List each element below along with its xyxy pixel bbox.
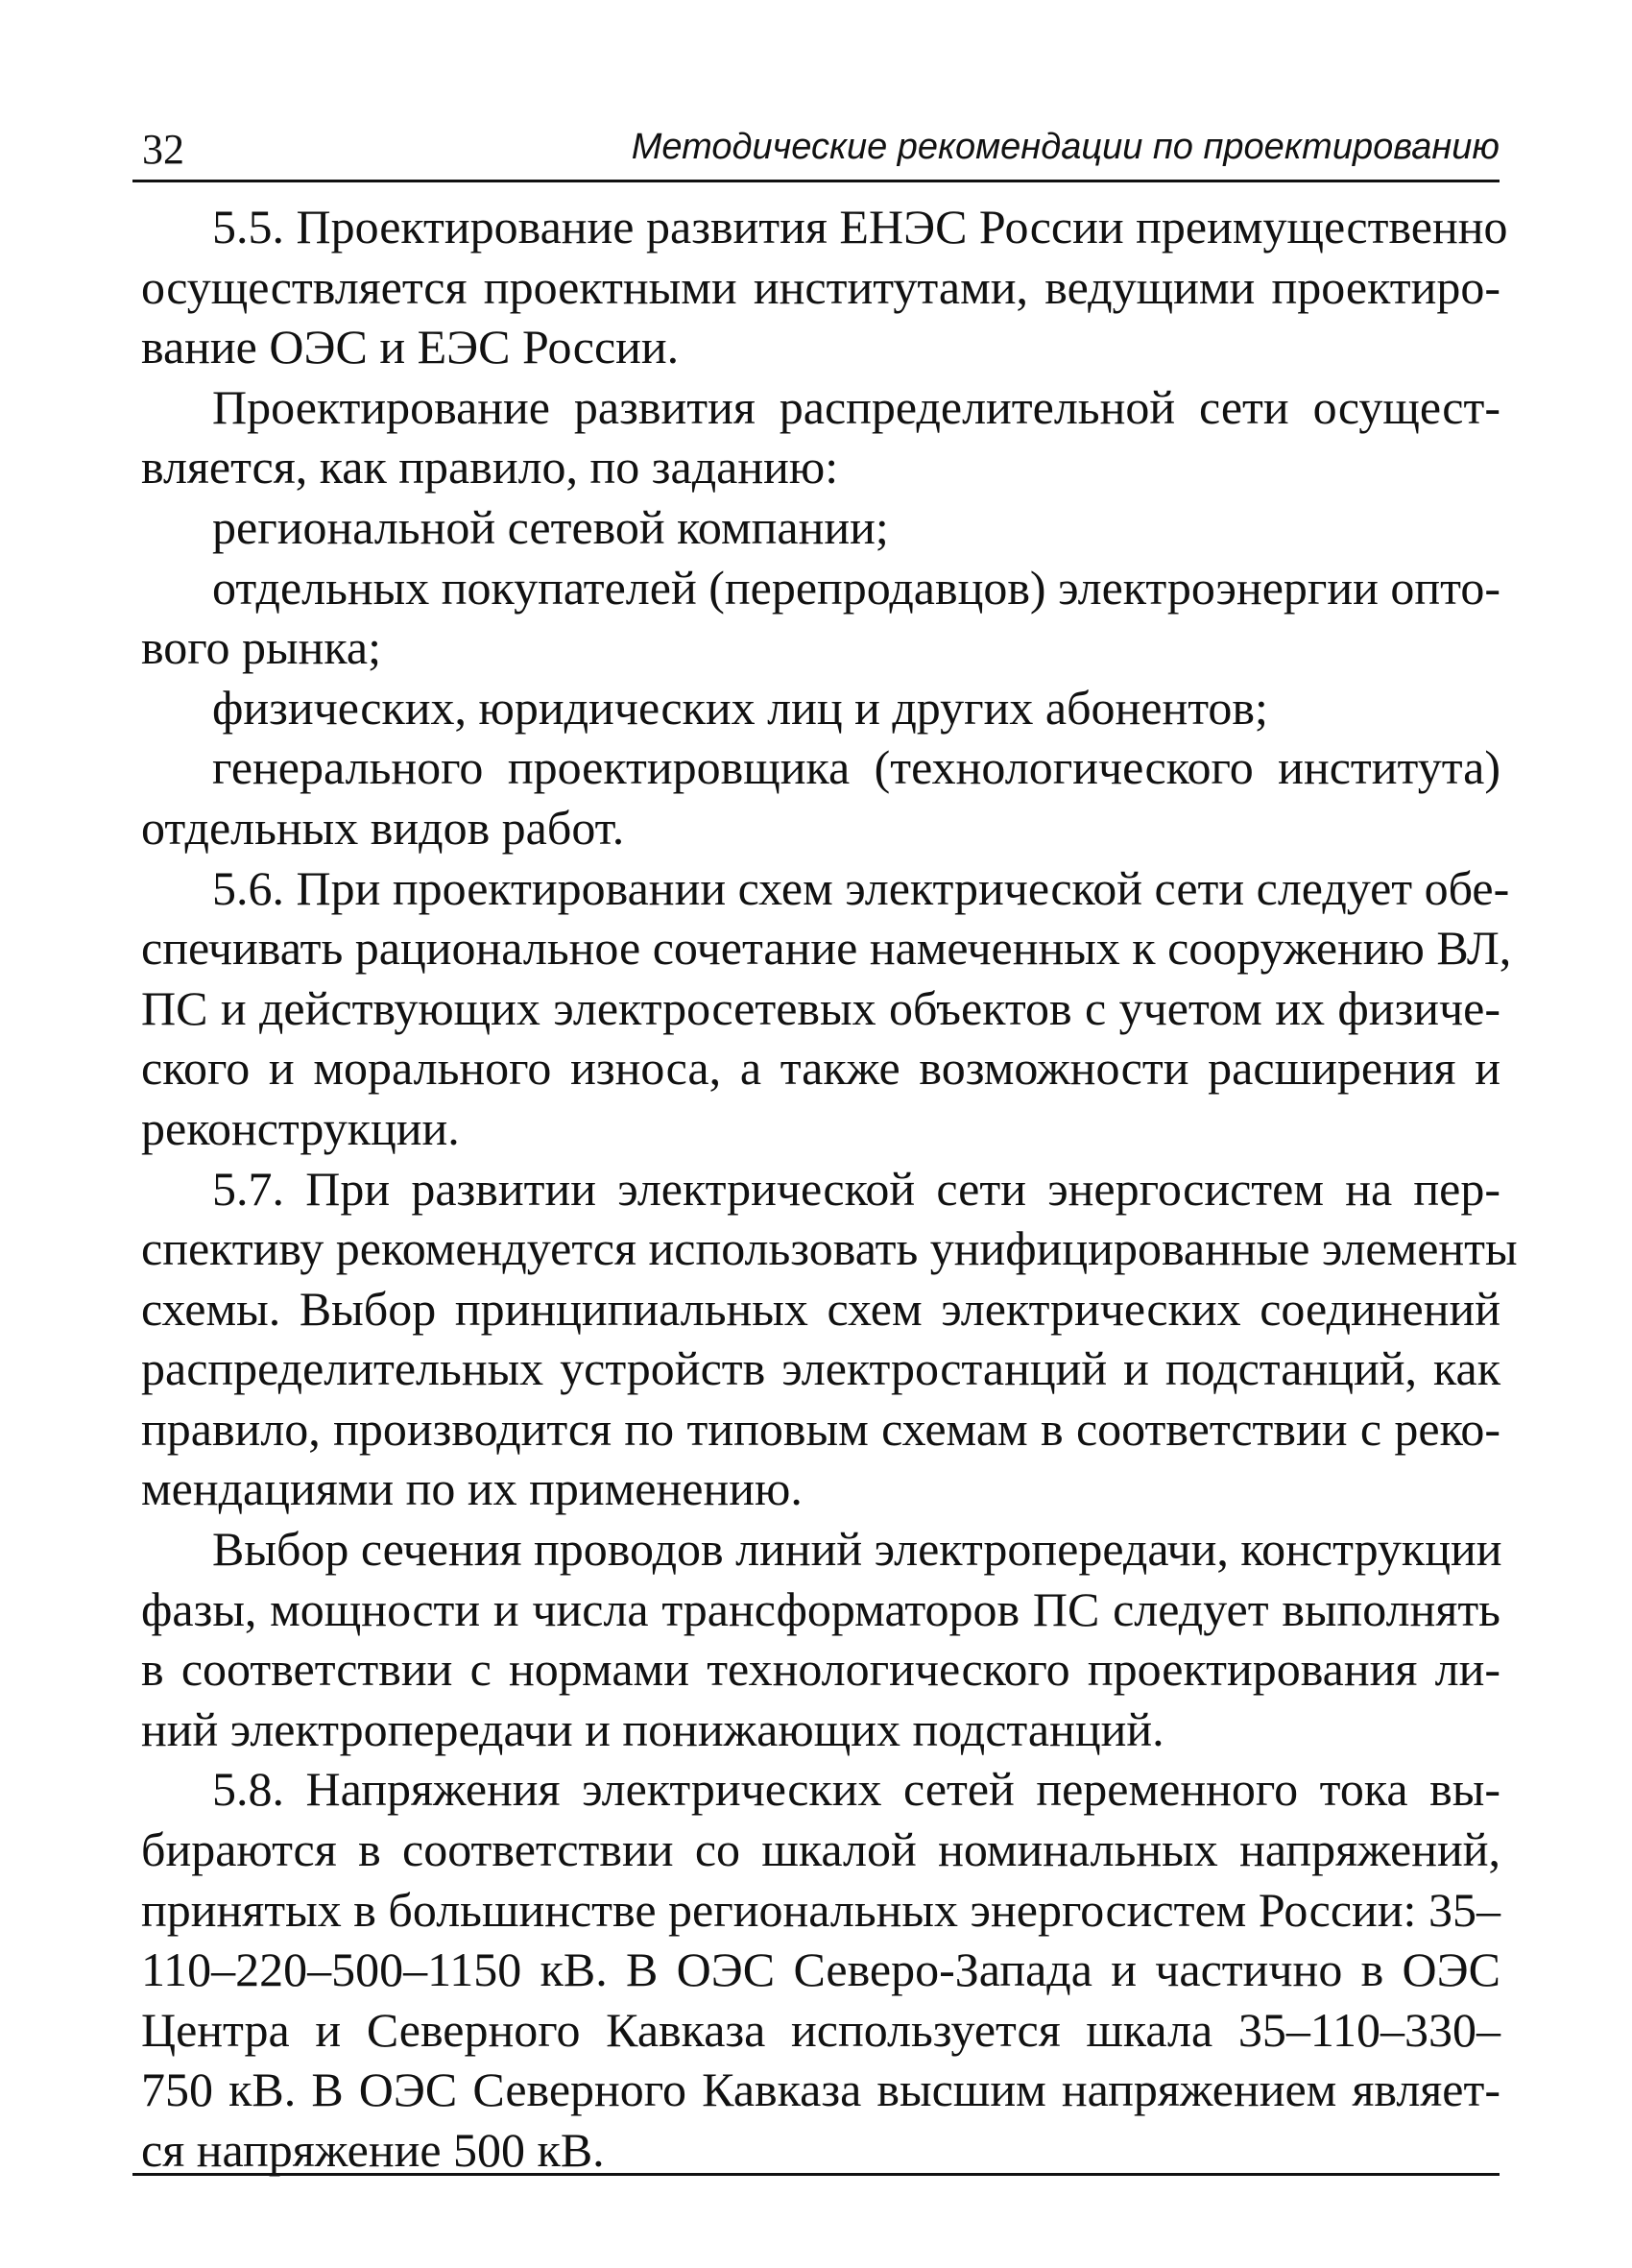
paragraph-5-6-line: спечивать рациональное сочетание намеченных к сооружению ВЛ, [141,921,1512,976]
list-item-line: отдельных видов работ. [141,800,625,855]
header-rule [132,180,1500,182]
page-body [141,197,1518,2181]
page-header [132,123,1500,182]
list-item-line: вого рынка; [141,620,381,675]
paragraph-5-7-line: 5.7. При развитии электрической сети энергосистем на пер- [212,1161,1500,1216]
paragraph-conductors-line: фазы, мощности и числа трансформаторов ПС следует выполнять [141,1581,1500,1636]
paragraph-5-7-line: схемы. Выбор принципиальных схем электрических соединений [141,1281,1500,1336]
paragraph-5-8-line: 5.8. Напряжения электрических сетей переменного тока вы- [212,1762,1500,1817]
list-item-line: физических, юридических лиц и других абонентов; [212,680,1268,735]
paragraph-5-8-line: ся напряжение 500 кВ. [141,2123,605,2177]
paragraph-5-8-line: 110–220–500–1150 кВ. В ОЭС Северо-Запада и частично в ОЭС [141,1942,1500,1997]
paragraph-5-5-line: осуществляется проектными институтами, ведущими проектиро- [141,259,1500,314]
paragraph-5-7-line: правило, производится по типовым схемам в соответствии с реко- [141,1401,1500,1456]
paragraph-distribution-line: Проектирование развития распределительной сети осущест- [212,379,1500,434]
paragraph-5-8-line: 750 кВ. В ОЭС Северного Кавказа высшим напряжением являет- [141,2063,1500,2117]
paragraph-5-8-line: бираются в соответствии со шкалой номинальных напряжений, [141,1822,1500,1877]
paragraph-5-8-line: принятых в большинстве региональных энергосистем России: 35– [141,1882,1500,1937]
paragraph-conductors-line: ний электропередачи и понижающих подстанций. [141,1701,1164,1756]
paragraph-5-5-line: вание ОЭС и ЕЭС России. [141,320,680,374]
paragraph-5-6-line: ПС и действующих электросетевых объектов с учетом их физиче- [141,980,1500,1035]
paragraph-5-6-line: 5.6. При проектировании схем электрической сети следует обе- [212,860,1510,915]
paragraph-5-7-line: распределительных устройств электростанций и подстанций, как [141,1341,1500,1396]
footer-rule [132,2173,1500,2176]
paragraph-5-7-line: мендациями по их применению. [141,1461,803,1516]
paragraph-5-5-line: 5.5. Проектирование развития ЕНЭС России преимущественно [212,200,1508,253]
paragraph-conductors-line: в соответствии с нормами технологического проектирования ли- [141,1642,1500,1697]
paragraph-5-8-line: Центра и Северного Кавказа используется шкала 35–110–330– [141,2002,1500,2057]
paragraph-5-6-line: ского и морального износа, а также возможности расширения и [141,1041,1500,1096]
list-item-line: региональной сетевой компании; [212,499,889,554]
paragraph-distribution-line: вляется, как правило, по заданию: [141,440,839,495]
page-number: 32 [142,126,184,173]
paragraph-conductors-line: Выбор сечения проводов линий электропередачи, конструкции [212,1522,1502,1577]
running-head: Методические рекомендации по проектированию [631,127,1500,167]
list-item-line: генерального проектировщика (технологического института) [212,740,1500,795]
paragraph-5-7-line: спективу рекомендуется использовать унифицированные элементы [141,1221,1518,1276]
list-item-line: отдельных покупателей (перепродавцов) электроэнергии опто- [212,560,1501,615]
paragraph-5-6-line: реконструкции. [141,1100,460,1155]
